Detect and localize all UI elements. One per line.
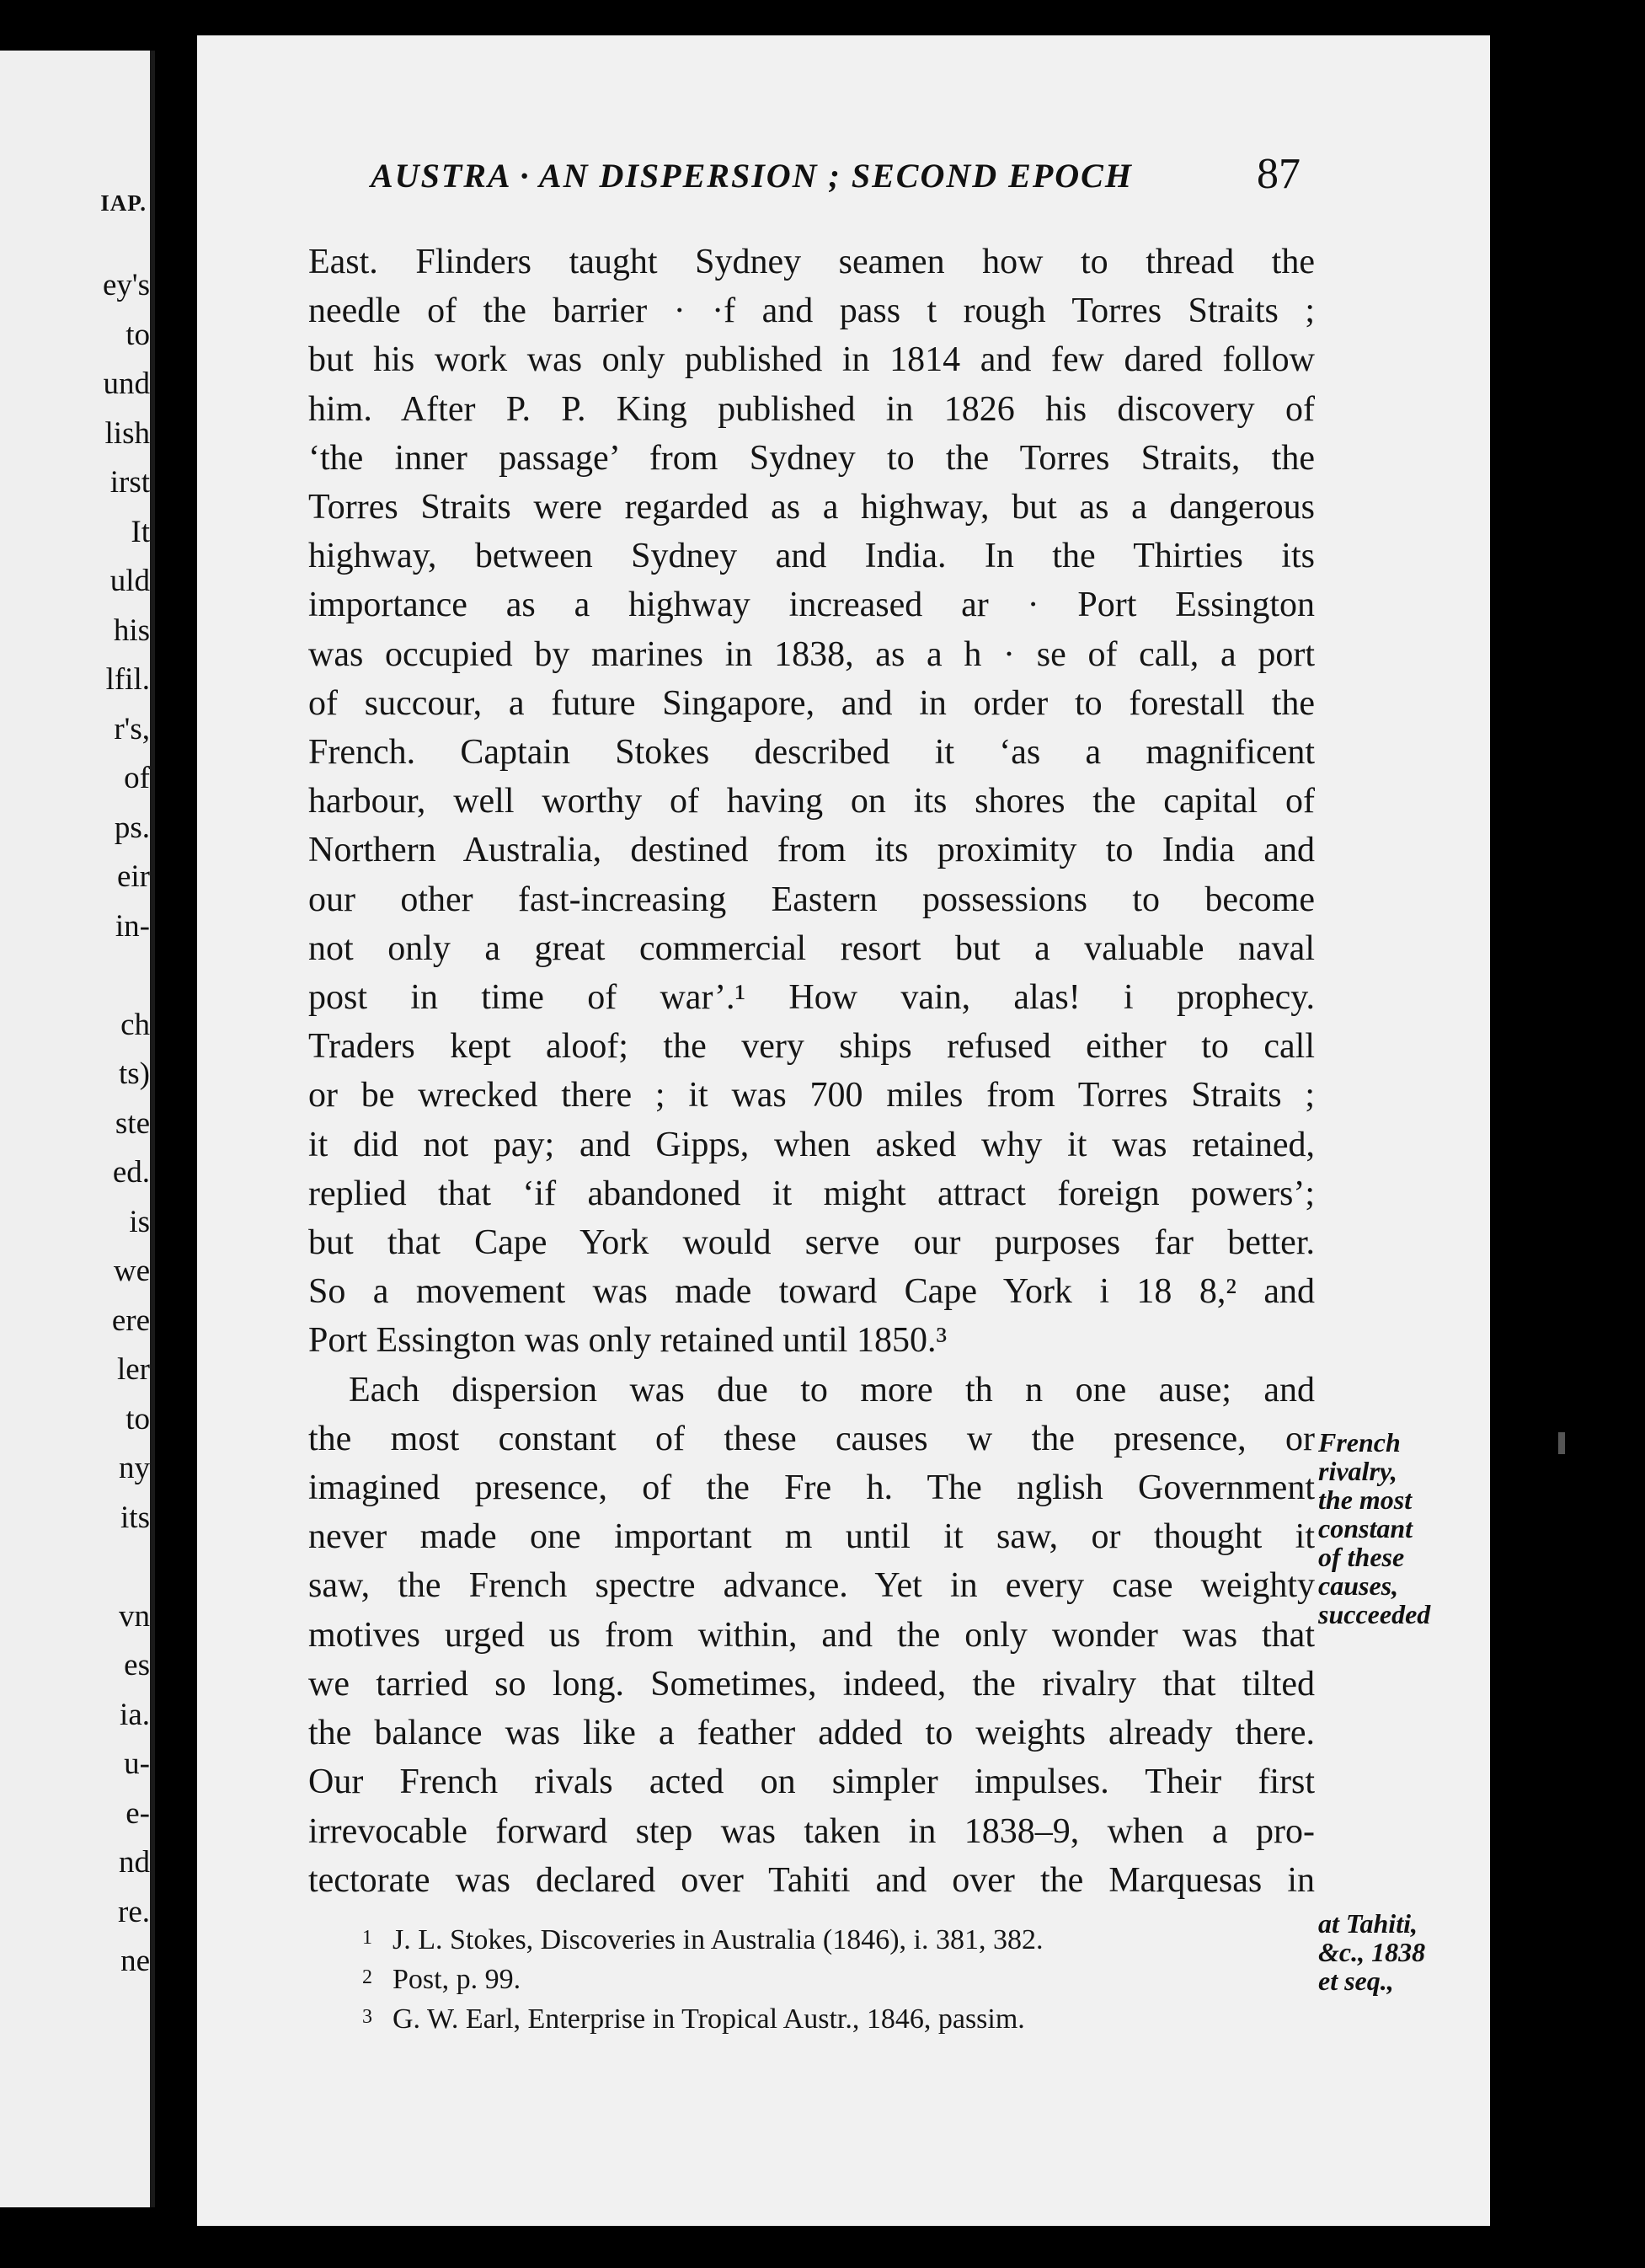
text-line: motives urged us from within, and the only wonder was that <box>308 1615 1315 1655</box>
footnote <box>362 1919 1331 1959</box>
sidenote-line: causes, <box>1318 1570 1399 1601</box>
footnote-text: Post, p. 99. <box>393 1964 521 1995</box>
text-line: never made one important m until it saw, or thought it <box>308 1517 1315 1557</box>
left-page-line: ere <box>111 1302 150 1338</box>
body-text <box>308 238 1315 1905</box>
text-line: Each dispersion was due to more th n one ause; and <box>349 1370 1315 1409</box>
sidenote-line: constant <box>1318 1513 1413 1543</box>
running-title: AUSTRA ∙ AN DISPERSION ; SECOND EPOCH <box>371 157 1133 195</box>
left-page-line: es <box>124 1648 150 1682</box>
page-number: 87 <box>1257 150 1301 198</box>
left-page-line: to <box>126 1401 150 1436</box>
left-page-line: ey's <box>103 268 150 302</box>
left-page-line: is <box>129 1204 150 1239</box>
sidenote-line: et seq., <box>1318 1966 1394 1996</box>
left-page-line: ne <box>120 1944 150 1978</box>
text-line: not only a great commercial resort but a valuable naval <box>308 928 1315 968</box>
footnote-number: 2 <box>362 1966 372 1988</box>
running-head <box>371 150 1466 198</box>
right-page <box>197 35 1490 2226</box>
left-page-line: irst <box>109 465 150 500</box>
sidenote-line: of these <box>1318 1542 1405 1572</box>
left-page-line: ia. <box>120 1697 150 1732</box>
left-page-line: ts) <box>119 1056 150 1091</box>
footnote-number: 1 <box>362 1927 372 1949</box>
left-page-line: nd <box>119 1845 150 1880</box>
sidenote-tahiti <box>1318 1909 1487 1995</box>
sidenote-line: at Tahiti, <box>1318 1908 1418 1939</box>
sidenote-line: succeeded <box>1318 1599 1431 1629</box>
text-line: Our French rivals acted on simpler impulses. Their first <box>308 1763 1315 1802</box>
text-line: saw, the French spectre advance. Yet in every case weighty <box>308 1566 1315 1606</box>
left-page-line: his <box>113 612 150 648</box>
paragraph-2 <box>308 1366 1315 1905</box>
left-page-line: ps. <box>114 810 150 845</box>
text-line: highway, between Sydney and India. In the Thirties its <box>308 537 1315 576</box>
scan-artifact <box>1558 1432 1565 1454</box>
text-line: our other fast-increasing Eastern possessions to become <box>308 880 1315 919</box>
text-line: Traders kept aloof; the very ships refused either to call <box>308 1027 1315 1067</box>
left-page-line: ler <box>116 1352 150 1387</box>
chapter-marker: IAP. <box>100 190 147 216</box>
left-page-line: u- <box>124 1746 150 1781</box>
paragraph-1 <box>308 238 1315 1366</box>
text-line: Torres Straits were regarded as a highway, but as a dangerous <box>308 488 1315 527</box>
sidenote-line: the most <box>1318 1484 1413 1515</box>
left-page-line: of <box>124 761 150 795</box>
text-line: needle of the barrier · ·f and pass t rough Torres Straits ; <box>308 292 1315 331</box>
text-line: French. Captain Stokes described it ‘as a magnificent <box>308 733 1315 773</box>
left-page-line: ed. <box>112 1155 150 1190</box>
left-page-line: re. <box>118 1894 150 1929</box>
text-line: harbour, well worthy of having on its shores the capital of <box>308 782 1315 821</box>
text-line: was occupied by marines in 1838, as a h · se of call, a port <box>308 634 1315 674</box>
text-line: the balance was like a feather added to weights already there. <box>308 1714 1315 1753</box>
text-line: tectorate was declared over Tahiti and over the Marquesas in <box>308 1860 1315 1900</box>
left-page-line: lish <box>104 415 150 451</box>
sidenote-french-rivalry <box>1318 1428 1487 1629</box>
text-line: him. After P. P. King published in 1826 his discovery of <box>308 389 1315 429</box>
text-line: East. Flinders taught Sydney seamen how to thread the <box>308 243 1315 281</box>
footnote <box>362 1998 1331 2038</box>
text-line: replied that ‘if abandoned it might attract foreign powers’; <box>308 1174 1315 1213</box>
left-page-line: e- <box>126 1795 150 1831</box>
left-page-line: eir <box>116 859 150 894</box>
left-page-edge <box>0 51 155 2207</box>
footnote <box>362 1959 1331 1998</box>
text-line: imagined presence, of the Fre h. The nglish Government <box>308 1468 1315 1508</box>
left-page-line: r's, <box>114 711 150 746</box>
text-line: So a movement was made toward Cape York i 18 8,² and <box>308 1272 1315 1312</box>
left-page-line: ch <box>120 1007 150 1042</box>
left-page-line: lfil. <box>105 662 150 697</box>
text-line: but that Cape York would serve our purposes far better. <box>308 1223 1315 1263</box>
text-line: it did not pay; and Gipps, when asked why it was retained, <box>308 1125 1315 1164</box>
sidenote-line: rivalry, <box>1318 1456 1397 1486</box>
text-line: or be wrecked there ; it was 700 miles from Torres Straits ; <box>308 1076 1315 1115</box>
left-page-line: its <box>120 1500 150 1535</box>
text-line: Northern Australia, destined from its proximity to India and <box>308 831 1315 870</box>
text-line: we tarried so long. Sometimes, indeed, the rivalry that tilted <box>308 1664 1315 1704</box>
left-page-line: It <box>131 514 150 549</box>
left-page-line: uld <box>109 564 150 598</box>
text-line: post in time of war’.¹ How vain, alas! i prophecy. <box>308 978 1315 1018</box>
footnote-text: G. W. Earl, Enterprise in Tropical Austr., 1846, passim. <box>393 2003 1025 2035</box>
text-line: but his work was only published in 1814 and few dared follow <box>308 340 1315 380</box>
text-line: Port Essington was only retained until 1850.³ <box>308 1321 948 1361</box>
text-line: importance as a highway increased ar · Port Essington <box>308 586 1315 625</box>
left-page-line: und <box>103 366 150 401</box>
text-line: ‘the inner passage’ from Sydney to the Torres Straits, the <box>308 438 1315 478</box>
text-line: irrevocable forward step was taken in 1838–9, when a pro- <box>308 1811 1315 1851</box>
left-page-line: ny <box>119 1451 150 1485</box>
text-line: of succour, a future Singapore, and in order to forestall the <box>308 683 1315 723</box>
footnotes <box>362 1919 1331 2038</box>
left-page-line: in- <box>115 908 150 944</box>
left-page-line: we <box>113 1254 150 1288</box>
sidenote-line: &c., 1838 <box>1318 1937 1426 1967</box>
footnote-text: J. L. Stokes, Discoveries in Australia (1846), i. 381, 382. <box>393 1924 1044 1955</box>
left-page-line: to <box>126 317 150 352</box>
text-line: the most constant of these causes w the presence, or <box>308 1419 1315 1458</box>
left-page-line: vn <box>119 1598 150 1634</box>
sidenote-line: French <box>1318 1427 1401 1458</box>
footnote-number: 3 <box>362 2006 372 2028</box>
left-page-line: ste <box>115 1105 150 1141</box>
